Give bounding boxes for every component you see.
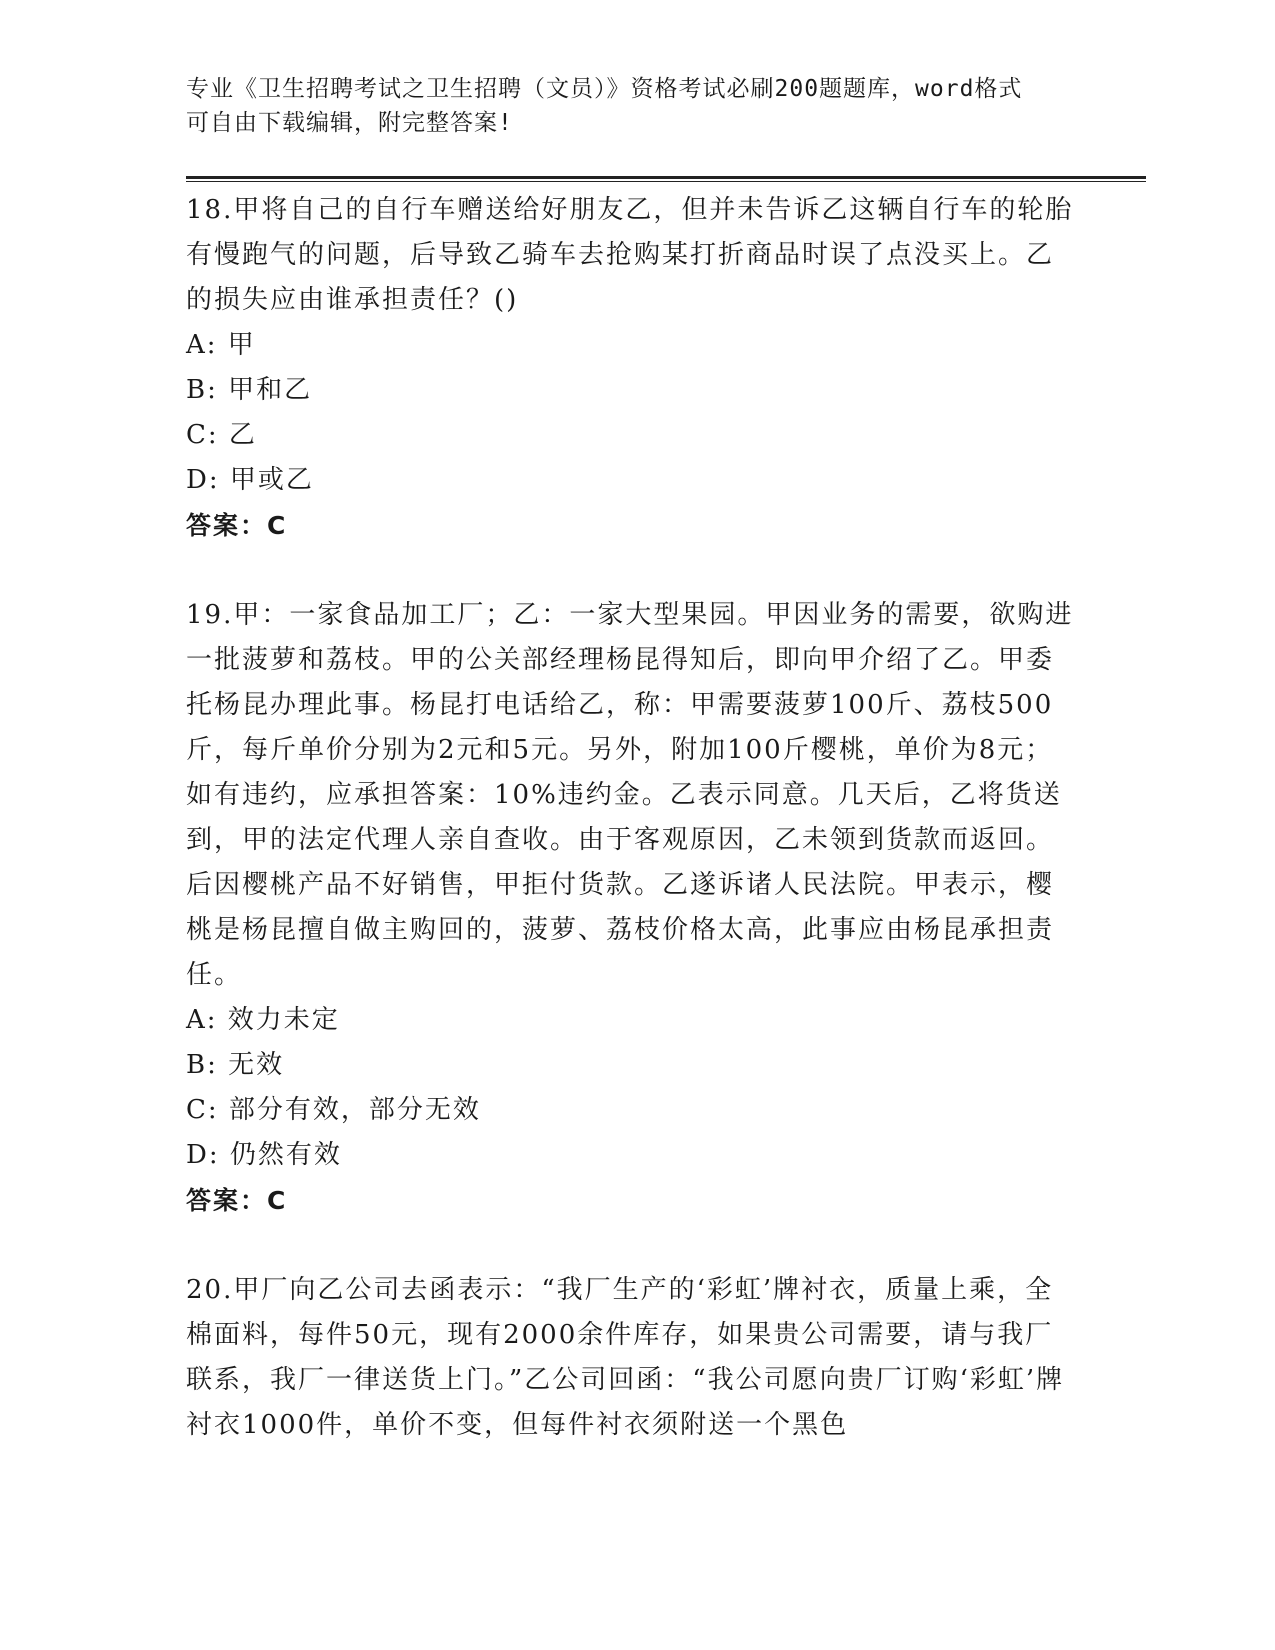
question-number: 18. — [186, 195, 234, 225]
question-20 — [186, 1268, 1076, 1448]
header-line-2: 可自由下载编辑，附完整答案! — [186, 110, 513, 136]
option-c: C: 乙 — [186, 420, 257, 450]
spacer — [186, 1223, 1076, 1268]
option-b: B: 无效 — [186, 1050, 285, 1080]
question-text — [186, 593, 1076, 998]
option-d: D: 甲或乙 — [186, 465, 314, 495]
document-header — [186, 72, 1066, 140]
question-number: 20. — [186, 1275, 234, 1305]
header-divider-thin — [186, 181, 1146, 182]
question-body: 甲将自己的自行车赠送给好朋友乙，但并未告诉乙这辆自行车的轮胎有慢跑气的问题，后导致乙骑车去抢购某打折商品时误了点没买上。乙的损失应由谁承担责任？() — [186, 195, 1074, 315]
option-a: A: 甲 — [186, 330, 256, 360]
question-text — [186, 188, 1076, 323]
header-divider-thick — [186, 176, 1146, 179]
question-text — [186, 1268, 1076, 1448]
option-d: D: 仍然有效 — [186, 1140, 342, 1170]
question-body: 甲厂向乙公司去函表示：“我厂生产的‘彩虹’牌衬衣，质量上乘，全棉面料，每件50元，现有2000余件库存，如果贵公司需要，请与我厂联系，我厂一律送货上门。”乙公司回函：“我公司愿向贵厂订购‘彩虹’牌衬衣1000件，单价不变，但每件衬衣须附送一个黑色 — [186, 1275, 1065, 1440]
spacer — [186, 548, 1076, 593]
option-c: C: 部分有效，部分无效 — [186, 1095, 481, 1125]
option-b: B: 甲和乙 — [186, 375, 313, 405]
question-18 — [186, 188, 1076, 548]
answer: 答案：C — [186, 511, 288, 540]
answer: 答案：C — [186, 1186, 288, 1215]
question-19 — [186, 593, 1076, 1223]
question-number: 19. — [186, 600, 234, 630]
header-line-1: 专业《卫生招聘考试之卫生招聘（文员）》资格考试必刷200题题库，word格式 — [186, 76, 1023, 102]
question-body: 甲：一家食品加工厂；乙：一家大型果园。甲因业务的需要，欲购进一批菠萝和荔枝。甲的公关部经理杨昆得知后，即向甲介绍了乙。甲委托杨昆办理此事。杨昆打电话给乙，称：甲需要菠萝100斤、荔枝500斤，每斤单价分别为2元和5元。另外，附加100斤樱桃，单价为8元；如有违约，应承担答案：10%违约金。乙表示同意。几天后，乙将货送到，甲的法定代理人亲自查收。由于客观原因，乙未领到货款而返回。后因樱桃产品不好销售，甲拒付货款。乙遂诉诸人民法院。甲表示，樱桃是杨昆擅自做主购回的，菠萝、荔枝价格太高，此事应由杨昆承担责任。 — [186, 600, 1074, 990]
question-list — [186, 188, 1076, 1448]
option-a: A: 效力未定 — [186, 1005, 340, 1035]
